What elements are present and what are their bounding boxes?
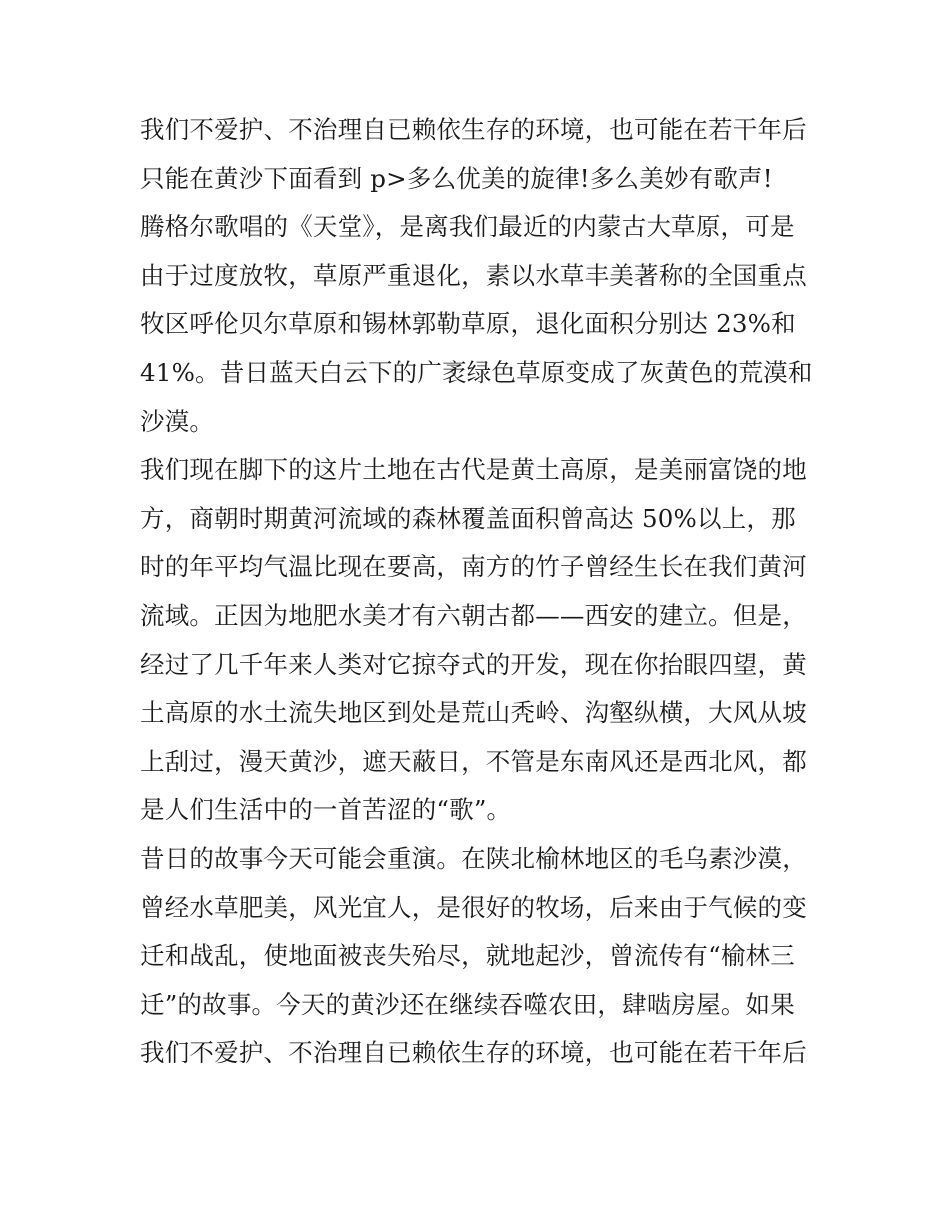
- text-line: 曾经水草肥美，风光宜人，是很好的牧场，后来由于气候的变: [140, 892, 807, 922]
- text-line: 土高原的水土流失地区到处是荒山秃岭、沟壑纵横，大风从坡: [140, 698, 807, 728]
- text-line: 迁”的故事。今天的黄沙还在继续吞噬农田，肆啮房屋。如果: [140, 989, 795, 1019]
- text-line: 是人们生活中的一首苦涩的“歌”。: [140, 795, 512, 825]
- text-line: 41%。昔日蓝天白云下的广袤绿色草原变成了灰黄色的荒漠和: [140, 357, 813, 387]
- text-line: 腾格尔歌唱的《天堂》，是离我们最近的内蒙古大草原，可是: [140, 212, 795, 242]
- body-text: [140, 106, 820, 1078]
- text-line: 迁和战乱，使地面被丧失殆尽，就地起沙，曾流传有“榆林三: [140, 941, 795, 971]
- text-line: 我们现在脚下的这片土地在古代是黄土高原，是美丽富饶的地: [140, 455, 807, 485]
- text-line: 流域。正因为地肥水美才有六朝古都——西安的建立。但是，: [140, 600, 807, 630]
- text-line: 时的年平均气温比现在要高，南方的竹子曾经生长在我们黄河: [140, 552, 807, 582]
- text-line: 我们不爱护、不治理自已赖依生存的环境，也可能在若干年后: [140, 1038, 807, 1068]
- text-line: 我们不爱护、不治理自已赖依生存的环境，也可能在若干年后: [140, 115, 807, 144]
- text-line: 只能在黄沙下面看到 p>多么优美的旋律!多么美妙有歌声!: [140, 163, 773, 193]
- text-line: 牧区呼伦贝尔草原和锡林郭勒草原，退化面积分别达 23%和: [140, 309, 796, 339]
- text-line: 上刮过，漫天黄沙，遮天蔽日，不管是东南风还是西北风，都: [140, 746, 807, 776]
- text-line: 方，商朝时期黄河流域的森林覆盖面积曾高达 50%以上，那: [140, 503, 796, 533]
- text-line: 由于过度放牧，草原严重退化，素以水草丰美著称的全国重点: [140, 260, 807, 290]
- text-line: 昔日的故事今天可能会重演。在陕北榆林地区的毛乌素沙漠，: [140, 843, 807, 873]
- text-line: 沙漠。: [140, 406, 215, 436]
- text-line: 经过了几千年来人类对它掠夺式的开发，现在你抬眼四望，黄: [140, 649, 807, 679]
